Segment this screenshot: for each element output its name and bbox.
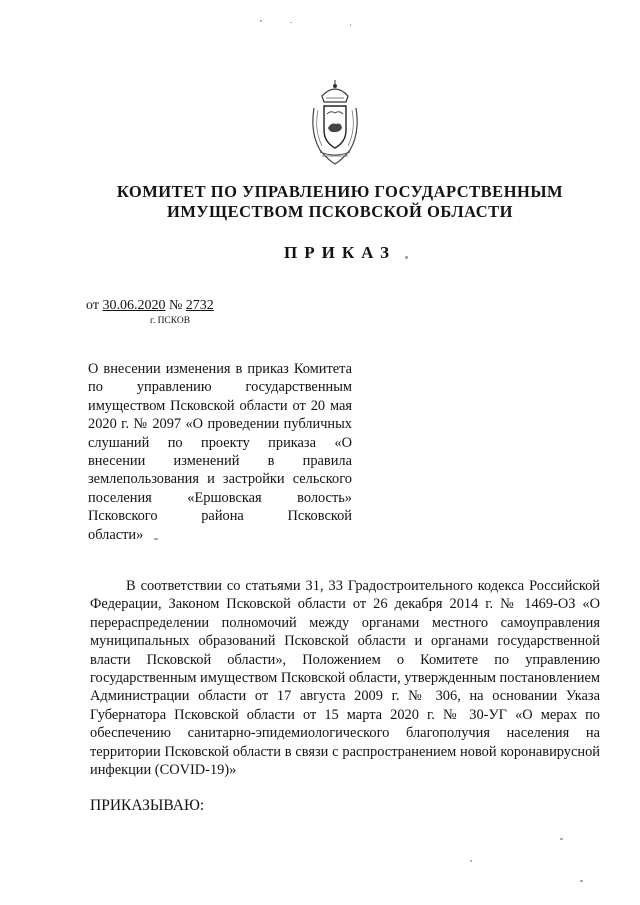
scan-speck — [290, 22, 292, 23]
scan-speck — [560, 838, 563, 840]
organization-title — [60, 182, 620, 222]
document-number: 2732 — [185, 298, 214, 313]
document-type-heading: ПРИКАЗ — [284, 243, 396, 262]
scan-speck — [405, 256, 408, 259]
document-subject — [88, 360, 352, 544]
document-city: г. ПСКОВ — [150, 316, 191, 326]
scan-speck — [580, 880, 583, 882]
date-prefix: от — [86, 298, 103, 313]
scan-speck — [260, 20, 262, 22]
organization-title-line-1: КОМИТЕТ ПО УПРАВЛЕНИЮ ГОСУДАРСТВЕННЫМ — [116, 182, 564, 201]
scan-speck — [350, 24, 351, 26]
scan-speck — [154, 538, 158, 540]
document-date: 30.06.2020 — [102, 298, 166, 313]
organization-title-line-2: ИМУЩЕСТВОМ ПСКОВСКОЙ ОБЛАСТИ — [167, 202, 513, 221]
subject-text-last-line: области» — [88, 526, 144, 543]
directive-heading: ПРИКАЗЫВАЮ: — [90, 797, 205, 814]
document-date-number — [86, 298, 214, 314]
subject-text: О внесении изменения в приказ Комитета по управлению государственным имуществом Псковской области от 20 мая 2020 г. № 2097 «О проведении публичных слушаний по проекту приказа «О внесении изменений в правила землепользования и застройки сельского поселения «Ершовская волость» Псковского района Псковской — [88, 361, 352, 525]
preamble-paragraph: В соответствии со статьями 31, 33 Градостроительного кодекса Российской Федерации, Законом Псковской области от 26 декабря 2014 г. № 1469-ОЗ «О перераспределении полномочий между органами местного самоуправления муниципальных образований Псковской области и органами государственной власти Псковской области», Положением о Комитете по управлению государственным имуществом Псковской области, утвержденным постановлением Администрации области от 17 августа 2009 г. № 306, на основании Указа Губернатора Псковской области от 15 марта 2020 г. № 30-УГ «О мерах по обеспечению санитарно-эпидемиологического благополучия населения на территории Псковской области в связи с распространением новой коронавирусной инфекции (COVID-19)» — [90, 578, 600, 779]
scan-speck — [470, 860, 472, 862]
number-prefix: № — [165, 298, 186, 313]
pskov-coat-of-arms-icon — [300, 78, 370, 168]
